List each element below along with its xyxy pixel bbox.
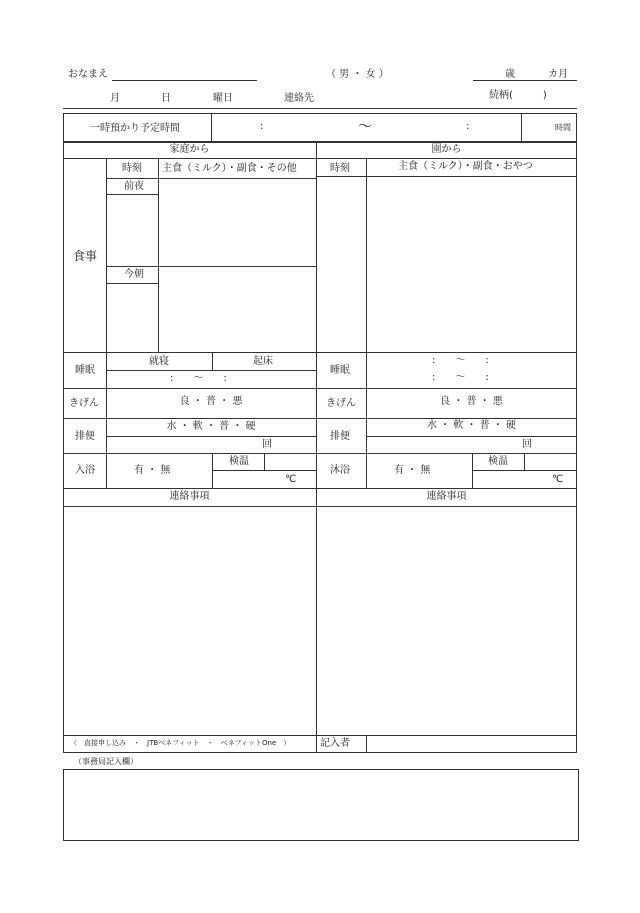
age-years-label: 歳 [505, 69, 515, 80]
nursery-sleep-row2[interactable]: : 〜 : [432, 372, 489, 383]
name-label: おなまえ [68, 69, 108, 80]
nursery-notes-title: 連絡事項 [426, 491, 467, 502]
prev-night-label: 前夜 [124, 181, 144, 192]
name-underline[interactable] [112, 80, 257, 81]
nursery-sleep-label: 睡眠 [330, 365, 350, 376]
home-sleep-time[interactable]: : 〜 : [170, 373, 227, 384]
office-field[interactable] [63, 769, 579, 841]
temp-care-start[interactable]: : [260, 121, 264, 132]
age-underline[interactable] [473, 80, 577, 81]
nursery-temp-label: 検温 [488, 456, 508, 467]
nursery-stool-options[interactable]: 水 ・ 軟 ・ 普 ・ 硬 [426, 420, 517, 431]
contact-label: 連絡先 [284, 93, 314, 104]
temp-care-end[interactable]: : [466, 121, 470, 132]
home-bath-options[interactable]: 有 ・ 無 [134, 465, 171, 476]
this-morning-food-field[interactable] [159, 267, 316, 352]
bedtime-label: 就寝 [149, 356, 169, 367]
application-options[interactable]: （ 直接申し込み ・ JTBベネフィット ・ ベネフィットOne ） [70, 739, 291, 747]
nursery-bath-label: 沐浴 [330, 465, 350, 476]
age-months-label: カ月 [548, 69, 568, 80]
office-label: （事務局記入欄） [74, 757, 138, 766]
nursery-food-field[interactable] [367, 177, 577, 352]
nursery-food-header: 主食（ミルク）・副食・おやつ [398, 161, 533, 172]
home-temp-label: 検温 [229, 456, 249, 467]
nursery-sleep-row1[interactable]: : 〜 : [432, 355, 489, 366]
temp-care-tilde: 〜 [358, 119, 372, 135]
home-notes-title: 連絡事項 [169, 491, 210, 502]
home-temp-unit: ℃ [285, 474, 297, 485]
gender-options[interactable]: （ 男 ・ 女 ） [326, 69, 389, 80]
this-morning-label: 今朝 [124, 269, 144, 280]
month-label: 月 [110, 93, 120, 104]
header-rule [63, 108, 577, 109]
recorder-field[interactable] [367, 736, 576, 752]
home-title: 家庭から [169, 144, 210, 155]
weekday-label: 曜日 [213, 93, 233, 104]
home-sleep-label: 睡眠 [75, 365, 95, 376]
home-stool-label: 排便 [75, 431, 95, 442]
recorder-label: 記入者 [320, 738, 350, 749]
nursery-stool-label: 排便 [330, 431, 350, 442]
prev-night-food-field[interactable] [159, 179, 316, 266]
nursery-notes-field[interactable] [317, 507, 576, 735]
nursery-temp-unit: ℃ [552, 474, 564, 485]
home-stool-times: 回 [262, 439, 272, 450]
day-label: 日 [161, 93, 171, 104]
relation-label: 続柄( ) [489, 90, 547, 101]
wakeup-label: 起床 [253, 356, 273, 367]
temp-care-label: 一時預かり予定時間 [90, 123, 180, 134]
home-notes-field[interactable] [64, 507, 316, 735]
nursery-stool-times: 回 [522, 439, 532, 450]
home-bath-label: 入浴 [75, 465, 95, 476]
nursery-bath-options[interactable]: 有 ・ 無 [394, 465, 431, 476]
nursery-title: 園から [431, 144, 462, 155]
home-food-header: 主食（ミルク）・副食・その他 [162, 163, 297, 174]
nursery-mood-label: きげん [326, 398, 356, 409]
home-mood-label: きげん [69, 398, 99, 409]
nursery-mood-options[interactable]: 良 ・ 普 ・ 悪 [440, 396, 503, 407]
home-time-header: 時刻 [122, 163, 142, 174]
home-mood-options[interactable]: 良 ・ 普 ・ 悪 [179, 396, 243, 407]
nursery-time-header: 時刻 [330, 163, 350, 174]
meal-label: 食事 [73, 249, 98, 263]
home-stool-options[interactable]: 水 ・ 軟 ・ 普 ・ 硬 [166, 421, 256, 432]
temp-care-hours: 時間 [555, 123, 571, 132]
